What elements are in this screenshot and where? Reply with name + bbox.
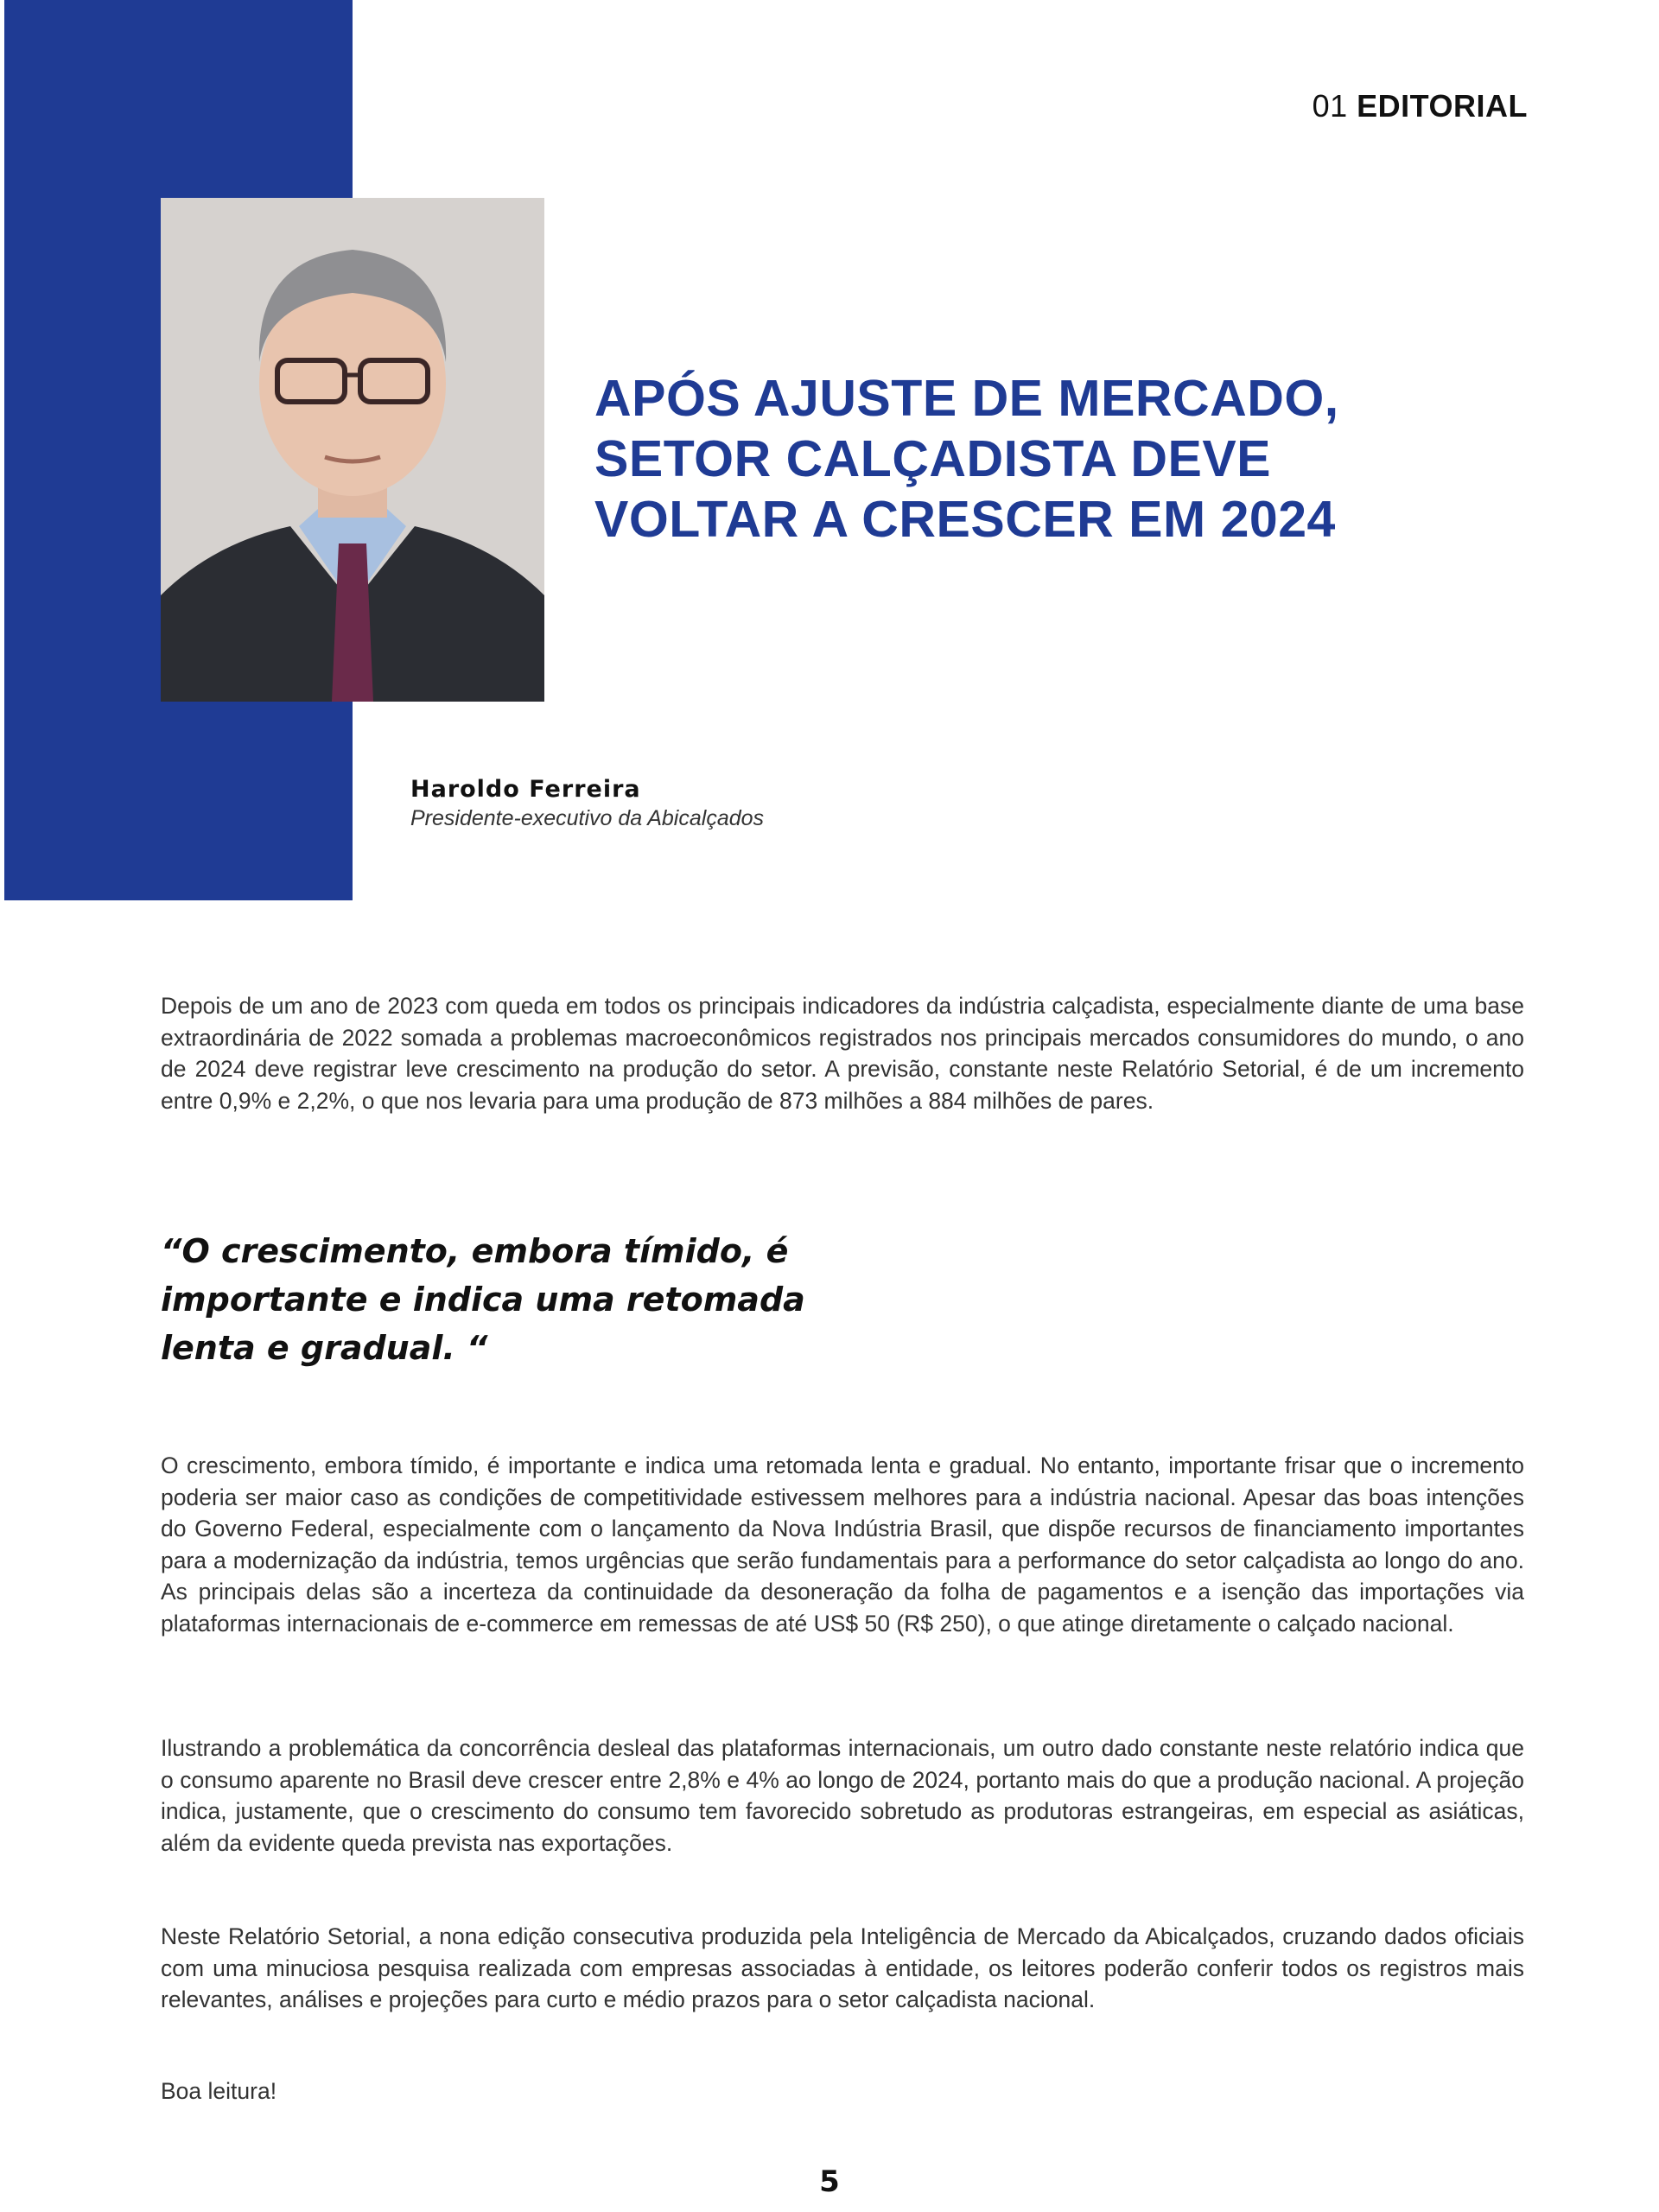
headline-line-3: VOLTAR A CRESCER EM 2024: [594, 491, 1336, 548]
author-block: [410, 776, 1015, 831]
paragraph-4: Neste Relatório Setorial, a nona edição consecutiva produzida pela Inteligência de Mercado da Abicalçados, cruzando dados oficiais com uma minuciosa pesquisa realizada com empresas associadas à entidade, os leitores poderão conferir todos os registros mais relevantes, análises e projeções para curto e médio prazos para o setor calçadista nacional.: [161, 1923, 1524, 2012]
author-portrait: [161, 198, 544, 702]
section-name: EDITORIAL: [1357, 88, 1528, 124]
closing-line: Boa leitura!: [161, 2078, 277, 2104]
paragraph-intro: Depois de um ano de 2023 com queda em todos os principais indicadores da indústria calçadista, especialmente diante de uma base extraordinária de 2022 somada a problemas macroeconômicos registrados nos principais mercados consumidores do mundo, o ano de 2024 deve registrar leve crescimento na produção do setor. A previsão, constante neste Relatório Setorial, é de um incremento entre 0,9% e 2,2%, o que nos levaria para uma produção de 873 milhões a 884 milhões de pares.: [161, 993, 1524, 1114]
headline-line-2: SETOR CALÇADISTA DEVE: [594, 430, 1272, 487]
paragraph-3: Ilustrando a problemática da concorrência desleal das plataformas internacionais, um outro dado constante neste relatório indica que o consumo aparente no Brasil deve crescer entre 2,8% e 4% ao longo de 2024, portanto mais do que a produção nacional. A projeção indica, justamente, que o crescimento do consumo tem favorecido sobretudo as produtoras estrangeiras, em especial as asiáticas, além da evidente queda prevista nas exportações.: [161, 1735, 1524, 1856]
page-number: 5: [819, 2164, 840, 2199]
pull-quote: “O crescimento, embora tímido, é importante e indica uma retomada lenta e gradual. “: [161, 1232, 805, 1367]
paragraph-2: O crescimento, embora tímido, é importante e indica uma retomada lenta e gradual. No entanto, importante frisar que o incremento poderia ser maior caso as condições de competitividade estivessem melhores para a indústria nacional. Apesar das boas intenções do Governo Federal, especialmente com o lançamento da Nova Indústria Brasil, que dispõe recursos de financiamento importantes para a modernização da indústria, temos urgências que serão fundamentais para a performance do setor calçadista ao longo do ano. As principais delas são a incerteza da continuidade da desoneração da folha de pagamentos e a isenção das importações via plataformas internacionais de e-commerce em remessas de até US$ 50 (R$ 250), o que atinge diretamente o calçado nacional.: [161, 1452, 1524, 1637]
headline: [594, 368, 1476, 550]
section-number: 01: [1312, 88, 1348, 124]
section-header: [1313, 88, 1528, 124]
author-name: Haroldo Ferreira: [410, 776, 641, 803]
author-role: Presidente-executivo da Abicalçados: [410, 806, 765, 830]
headline-line-1: APÓS AJUSTE DE MERCADO,: [594, 370, 1339, 427]
